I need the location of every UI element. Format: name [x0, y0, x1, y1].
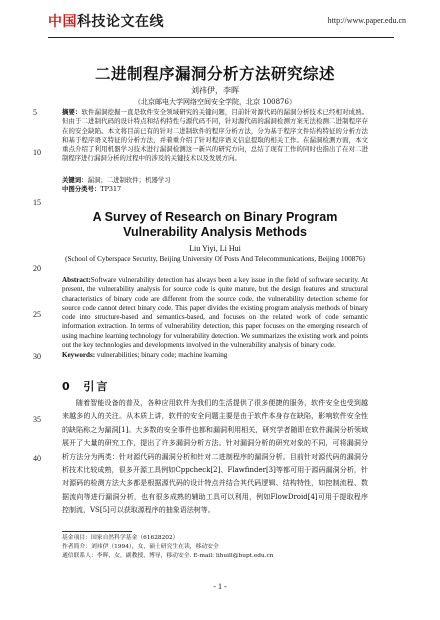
line-number: 30	[33, 352, 41, 361]
page-header	[0, 0, 440, 40]
english-keywords-text: vulnerabilities; binary code; machine learning	[96, 351, 228, 359]
footnotes	[62, 534, 368, 560]
line-number: 40	[33, 454, 41, 463]
chinese-keywords-text: 漏洞；二进制软件；机器学习	[87, 176, 171, 184]
english-authors: Liu Yiyi, Li Hui	[189, 244, 241, 253]
site-url-link[interactable]: http://www.paper.edu.cn	[327, 16, 406, 25]
chinese-abstract-text: 软件漏洞挖掘一直是软件安全领域研究的关键问题，目前针对源代码的漏洞分析技术已经相对成熟。但由于二进制代码的设计特点和结构特性与源代码不同，针对源代码的漏洞检测方案无法检测二进制程序存在的安全缺陷。本文将目前已有的针对二进制软件的程序分析方法，分为基于程序文件结构特征的分析方法和基于程序语义特征的分析方法，并着重介绍了针对程序语义信息提取的相关工作。在漏洞检测方面，本文重点介绍了利用机器学习技术进行漏洞检测这一新兴的研究方向，总结了现有工作的同时也指出了在对二进制程序进行漏洞分析的过程中的涉及的关键技术以及发展方向。	[62, 108, 369, 163]
logo-black-text: 科技论文在线	[77, 14, 164, 30]
footnote-contact: 通信联系人：李晖，女，副教授、博导，移动安全. E-mail: lihuill@bupt.edu.cn	[62, 552, 274, 559]
line-number: 15	[33, 198, 41, 207]
footnote-fund: 基金项目：国家自然科学基金（61628202）	[62, 535, 179, 541]
intro-paragraph: 随着智能设备的普及，各种应用软件为我们的生活提供了很多便捷的服务，软件安全也受到越来越多的人的关注。从本质上讲，软件的安全问题主要是由于软件本身存在缺陷，影响软件安全性的缺陷称之为漏洞[1]。大多数的安全事件也都和漏洞利用相关，研究学者随即在软件漏洞分析领域展开了大量的研究工作，提出了许多漏洞分析方法。针对漏洞分析的研究对象的不同，可将漏洞分析方法分为两类：针对源代码的漏洞分析和针对二进制程序的漏洞分析。目前针对源代码的漏洞分析技术比较成熟，很多开源工具例如Cppcheck[2]、Flawfinder[3]等都可用于源码漏洞分析，针对源码的检测方法大多都是根据源代码的设计特点并结合其代码逻辑、结构特性，如控制流程、数据流向等进行漏洞分析，也有很多成熟的辅助工具可以利用，例如FlowDroid[4]可用于提取程序控制流，VS[5]可以获取源程序的抽象语法树等。	[62, 399, 368, 515]
line-number: 5	[33, 108, 37, 117]
line-number: 20	[33, 264, 41, 273]
chinese-title: 二进制程序漏洞分析方法研究综述	[94, 65, 335, 83]
english-abstract	[62, 276, 368, 350]
chinese-authors: 刘祎伊，李晖	[191, 86, 239, 95]
english-abstract-text: Software vulnerability detection has always been a key issue in the field of software security. At present, the vulnerability analysis for source code is quite mature, but the design features and structural characteristics of binary code are different from the source code, the vulnerability detection scheme for source code cannot detect binary code. This paper divides the existing program analysis methods of binary code into structure-based and semantics-based, and focuses on the related work of code semantic information extraction. In terms of vulnerability detection, this paper focuses on the emerging research of using machine learning technology for vulnerability detection. We summarizes the existing work and points out the key technologies and developments involved in the vulnerability analysis of binary code.	[62, 276, 368, 350]
footnote-author: 作者简介：刘祎伊（1994），女，硕士研究生在读，移动安全	[62, 543, 219, 550]
chinese-clc	[62, 184, 368, 193]
header-rule	[48, 37, 394, 38]
logo-red-text: 中国	[48, 14, 77, 30]
section-heading	[62, 378, 368, 394]
section-title: 引言	[83, 380, 110, 393]
line-number: 25	[33, 310, 41, 319]
line-number: 35	[33, 415, 41, 424]
footnote-rule	[62, 531, 132, 532]
chinese-clc-value: TP317	[100, 185, 122, 193]
chinese-keywords	[62, 175, 368, 184]
site-logo[interactable]	[48, 11, 164, 31]
english-title: A Survey of Research on Binary Program Vulnerability Analysis Methods	[92, 210, 338, 239]
english-keywords	[62, 351, 368, 359]
section-number: 0	[62, 380, 72, 393]
english-keywords-label: Keywords:	[62, 351, 96, 359]
chinese-abstract-label: 摘要：	[62, 108, 82, 116]
chinese-abstract	[62, 108, 368, 164]
line-number: 10	[33, 148, 41, 157]
chinese-affiliation: （北京邮电大学网络空间安全学院，北京 100876）	[134, 98, 296, 106]
english-affiliation: (School of Cyberspace Security, Beijing University Of Posts And Telecommunications, Beijing 100876)	[65, 255, 365, 263]
english-abstract-label: Abstract:	[62, 276, 91, 284]
chinese-keywords-label: 关键词：	[62, 176, 88, 184]
chinese-clc-label: 中图分类号：	[62, 185, 101, 193]
page-number: - 1 -	[213, 582, 227, 591]
